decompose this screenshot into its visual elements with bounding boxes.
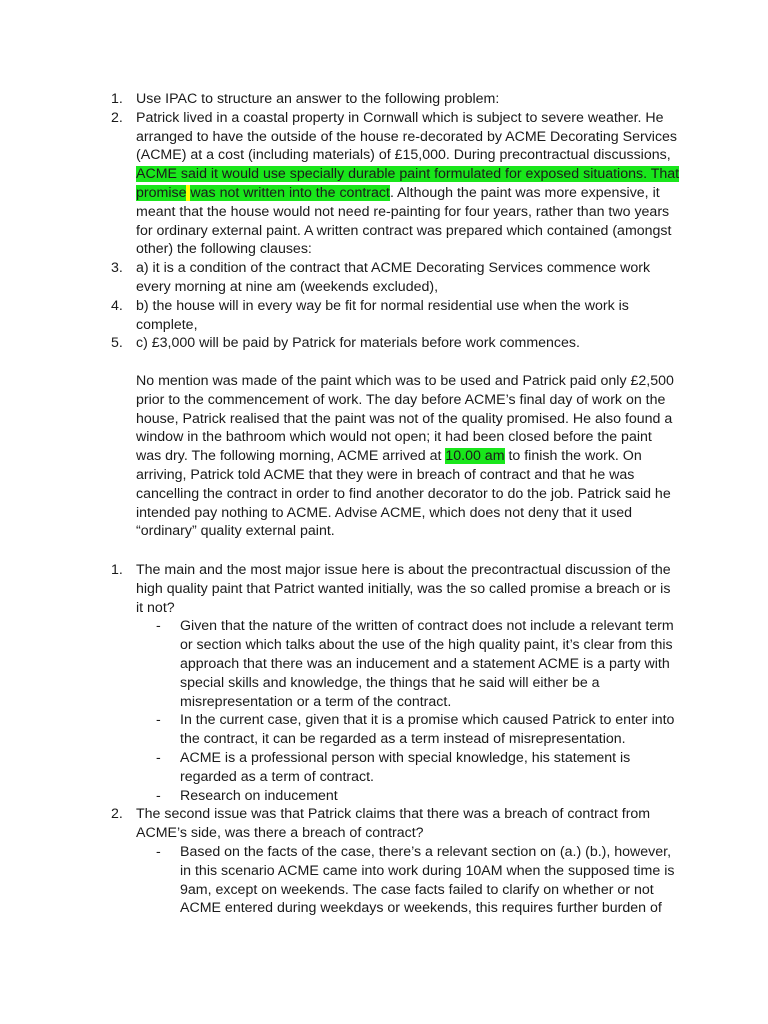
bullet-text: Research on inducement xyxy=(180,787,338,804)
list-number: 3. xyxy=(111,260,123,277)
list-item-text: Use IPAC to structure an answer to the following problem: xyxy=(136,91,500,107)
problem-list xyxy=(0,90,768,541)
bullet-text: Given that the nature of the written of contract does not include a relevant term or section which talks about the use of the high quality paint, it’s clear from this approach that there was an inducement and a statement ACME is a party with special skills and knowledge, the things that he said will either be a misrepresentation or a term of the contract. xyxy=(180,618,674,710)
bullet-item xyxy=(156,843,680,918)
paragraph-text: No mention was made of the paint which was to be used and Patrick paid only £2,500 prior to the commencement of work. The day before ACME’s final day of work on the house, Patrick realised that the paint was not of the quality promised. He also found a window in the bathroom which would not open; it had been closed before the paint was dry. The following morning, ACME arrived at xyxy=(136,372,674,465)
list-item xyxy=(0,259,768,297)
bullet-text: In the current case, given that it is a promise which caused Patrick to enter into the contract, it can be regarded as a term instead of misrepresentation. xyxy=(180,712,675,748)
list-number: 1. xyxy=(111,91,123,107)
problem-paragraph xyxy=(0,372,768,541)
list-item-text: The main and the most major issue here is about the precontractual discussion of the high quality paint that Patrict wanted initially, was the so called promise a breach or is it not? xyxy=(136,562,671,616)
bullet-list xyxy=(136,843,680,918)
list-item xyxy=(0,805,768,918)
bullet-text: ACME is a professional person with special knowledge, his statement is regarded as a term of contract. xyxy=(180,749,631,785)
dash-marker: - xyxy=(156,618,161,635)
list-item-text: . Although the paint was more expensive, it meant that the house would not need re-painting for four years, rather than two years for ordinary external paint. A written contract was prepared which contained (amongst other) the following clauses: xyxy=(136,184,672,258)
list-number: 2. xyxy=(111,109,123,126)
list-item xyxy=(0,297,768,335)
paragraph-text: to finish the work. On arriving, Patrick told ACME that they were in breach of contract and that he was cancelling the contract in order to find another decorator to do the job. Patrick said he intended pay nothing to ACME. Advise ACME, which does not deny that it used “ordinary” quality external paint. xyxy=(136,448,671,540)
list-item-text: Patrick lived in a coastal property in Cornwall which is subject to severe weather. He arranged to have the outside of the house re-decorated by ACME Decorating Services (ACME) at a cost (including materials) of £15,000. During precontractual discussions, xyxy=(136,109,678,164)
list-item-text: The second issue was that Patrick claims that there was a breach of contract from ACME’s side, was there a breach of contract? xyxy=(136,806,651,842)
green-highlight: 10.00 am xyxy=(445,448,505,465)
dash-marker: - xyxy=(156,749,161,766)
dash-marker: - xyxy=(156,843,161,860)
bullet-item xyxy=(156,787,680,806)
dash-marker: - xyxy=(156,787,161,804)
green-highlight: ACME said it would use specially durable paint formulated for exposed situations. That promise xyxy=(136,166,680,201)
list-item xyxy=(0,90,768,109)
list-item-text: a) it is a condition of the contract that ACME Decorating Services commence work every morning at nine am (weekends excluded), xyxy=(136,260,651,295)
bullet-item xyxy=(156,749,680,787)
green-highlight: was not written into the contract xyxy=(190,184,390,201)
list-number: 5. xyxy=(111,335,123,352)
list-number: 2. xyxy=(111,806,123,823)
bullet-item xyxy=(156,711,680,749)
bullet-text: Based on the facts of the case, there’s a relevant section on (a.) (b.), however, in this scenario ACME came into work during 10AM when the supposed time is 9am, except on weekends. The case facts failed to clarify on whether or not ACME entered during weekdays or weekends, this requires further burden of xyxy=(180,843,675,917)
list-item xyxy=(0,334,768,353)
list-item xyxy=(0,109,768,259)
bullet-item xyxy=(156,617,680,711)
list-item xyxy=(0,561,768,805)
bullet-list xyxy=(136,617,680,805)
list-number: 1. xyxy=(111,562,123,578)
spacer xyxy=(0,353,768,372)
list-item-text: c) £3,000 will be paid by Patrick for materials before work commences. xyxy=(136,335,580,352)
dash-marker: - xyxy=(156,712,161,729)
answer-list xyxy=(0,561,768,918)
list-item-text: b) the house will in every way be fit for normal residential use when the work is complete, xyxy=(136,297,629,333)
list-number: 4. xyxy=(111,297,123,314)
